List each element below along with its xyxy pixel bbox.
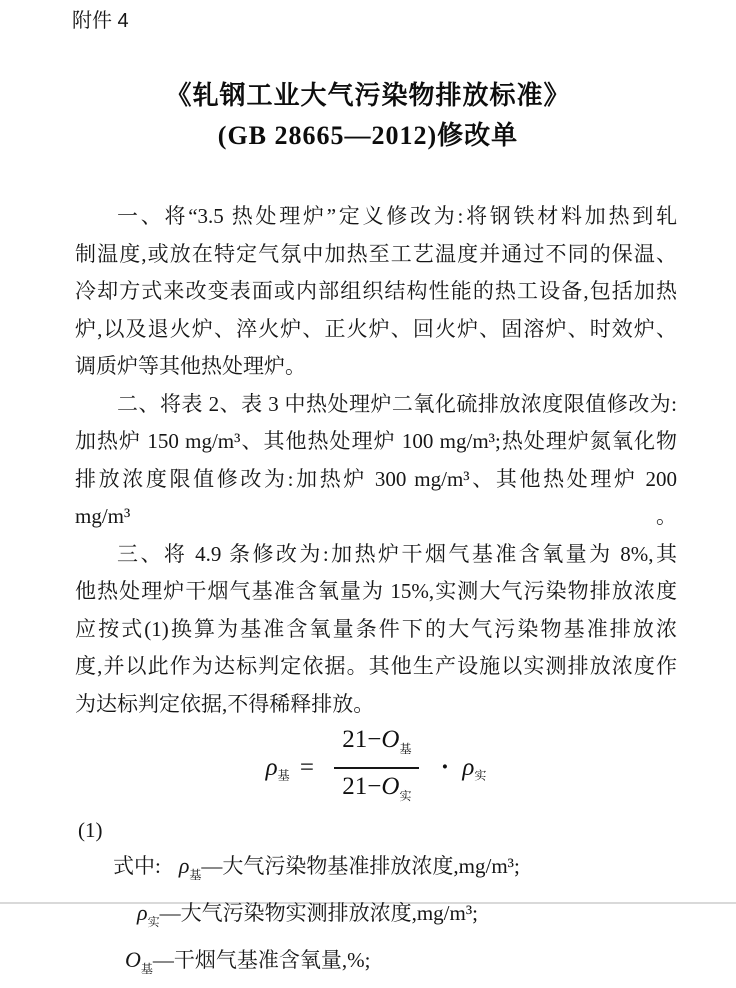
document-title-line-1: 《轧钢工业大气污染物排放标准》	[165, 81, 571, 110]
numerator-value: 21−	[342, 726, 382, 753]
paragraph-2	[75, 386, 677, 536]
paragraph-line: 二、将表 2、表 3 中热处理炉二氧化硫排放浓度限值修改为:	[117, 391, 677, 416]
equation-number: (1)	[78, 818, 103, 842]
paragraph-1	[75, 198, 677, 386]
rho-actual-description: —大气污染物实测排放浓度,mg/m³;	[159, 901, 478, 925]
document-body	[0, 198, 736, 988]
paragraph-line: 为达标判定依据,不得稀释排放。	[75, 691, 375, 716]
rho-base-description: —大气污染物基准排放浓度,mg/m³;	[201, 854, 520, 878]
paragraph-3	[75, 536, 677, 724]
paragraph-line: 一、将“3.5 热处理炉”定义修改为:将钢铁材料加热到轧	[117, 204, 677, 228]
rho-base-subscript: 基	[189, 868, 202, 882]
attachment-label: 附件 4	[72, 10, 129, 32]
paragraph-line: 炉,以及退火炉、淬火炉、正火炉、回火炉、固溶炉、时效炉、	[75, 316, 677, 341]
equals-sign: =	[299, 754, 315, 781]
formula-rhs-subscript: 实	[474, 768, 487, 783]
denominator-value: 21−	[342, 773, 382, 800]
conversion-formula	[75, 725, 677, 811]
multiplication-dot: ·	[440, 754, 450, 781]
rho-actual-subscript: 实	[147, 915, 160, 929]
formula-definitions	[75, 847, 677, 988]
document-title	[0, 76, 736, 156]
denominator-symbol: O	[381, 773, 400, 800]
paragraph-line: 度,并以此作为达标判定依据。其他生产设施以实测排放浓度作	[75, 654, 677, 678]
definition-rho-actual	[75, 894, 677, 941]
rho-base-symbol: ρ	[178, 853, 190, 878]
fraction-numerator	[334, 725, 419, 767]
paragraph-line: 排放浓度限值修改为:加热炉 300 mg/m³、其他热处理炉 200 mg/m³。	[75, 466, 677, 528]
numerator-symbol: O	[381, 726, 400, 753]
definition-rho-base	[75, 847, 677, 894]
fraction-denominator	[334, 767, 419, 811]
formula-lhs-subscript: 基	[277, 768, 290, 783]
definition-oxygen-base	[75, 941, 677, 988]
document-title-line-2: (GB 28665—2012)修改单	[217, 121, 519, 150]
paragraph-line: 应按式(1)换算为基准含氧量条件下的大气污染物基准排放浓	[75, 616, 677, 641]
numerator-subscript: 基	[399, 742, 412, 756]
rho-actual-symbol: ρ	[137, 900, 148, 925]
oxygen-base-subscript: 基	[140, 962, 153, 976]
paragraph-line: 制温度,或放在特定气氛中加热至工艺温度并通过不同的保温、	[75, 241, 677, 266]
denominator-subscript: 实	[399, 789, 412, 803]
paragraph-line: 冷却方式来改变表面或内部组织结构性能的热工设备,包括加热	[75, 279, 677, 303]
paragraph-line: 调质炉等其他热处理炉。	[75, 354, 306, 378]
formula-rhs-symbol: ρ	[462, 754, 475, 781]
paragraph-line: 加热炉 150 mg/m³、其他热处理炉 100 mg/m³;热处理炉氮氧化物	[75, 429, 677, 453]
formula-fraction	[334, 725, 419, 811]
paragraph-line: 三、将 4.9 条修改为:加热炉干烟气基准含氧量为 8%,其	[117, 541, 677, 566]
paragraph-line: 他热处理炉干烟气基准含氧量为 15%,实测大气污染物排放浓度	[75, 579, 677, 603]
oxygen-base-symbol: O	[125, 947, 141, 972]
definitions-intro-label: 式中:	[113, 854, 161, 878]
oxygen-base-description: —干烟气基准含氧量,%;	[152, 948, 371, 972]
formula-lhs-symbol: ρ	[265, 754, 278, 781]
